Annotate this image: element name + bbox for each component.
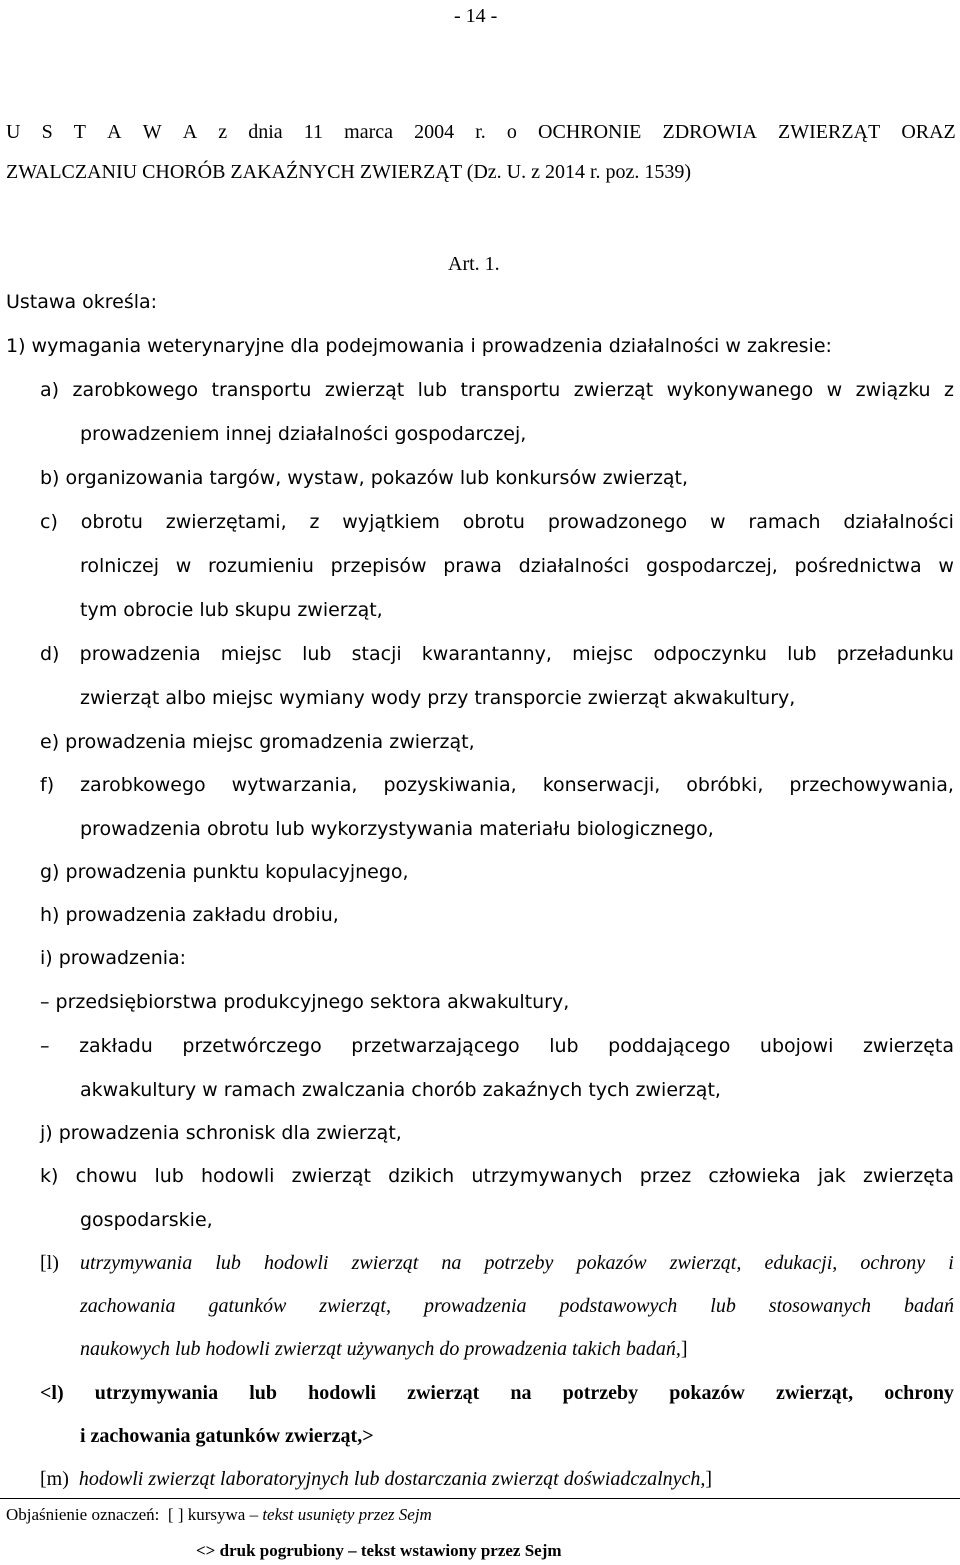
item-f-line-2: prowadzenia obrotu lub wykorzystywania materiału biologicznego, <box>80 818 714 840</box>
word: miejsc <box>220 643 282 665</box>
item-f-line-1 <box>40 773 954 797</box>
word: zakładu <box>79 1035 153 1057</box>
page-number: - 14 - <box>454 5 498 27</box>
word: 2004 <box>414 121 455 143</box>
legend-dash: – <box>249 1505 259 1524</box>
item-k-line-1 <box>40 1164 954 1188</box>
word: dnia <box>248 121 283 143</box>
item-a-line-1 <box>40 378 954 402</box>
word: zwierzęta <box>862 1035 954 1057</box>
item-l-removed-line-3 <box>80 1337 688 1361</box>
intro-text: Ustawa określa: <box>6 291 158 313</box>
word: lub <box>417 379 448 401</box>
legend-line-2: <> druk pogrubiony – tekst wstawiony przez Sejm <box>196 1541 562 1560</box>
word: zwierzętami, <box>165 511 287 533</box>
word: <l) <box>40 1382 64 1404</box>
word: d) <box>40 643 60 665</box>
word: pośrednictwa <box>794 555 922 577</box>
word: 11 <box>303 121 324 143</box>
word: lub <box>787 643 817 665</box>
word: hodowli <box>264 1252 329 1274</box>
word: – <box>40 1035 50 1057</box>
word: poddającego <box>608 1035 731 1057</box>
word: c) <box>40 511 58 533</box>
act-title-line-1 <box>6 120 956 144</box>
word: prowadzenia <box>79 643 201 665</box>
word: w <box>826 379 843 401</box>
article-heading: Art. 1. <box>448 253 500 275</box>
item-l-removed-line-2 <box>80 1294 954 1318</box>
word: w <box>938 555 954 577</box>
word: wykonywanego <box>666 379 814 401</box>
item-m-marker: [m) <box>40 1468 69 1490</box>
word: ORAZ <box>901 121 956 143</box>
word: k) <box>40 1165 59 1187</box>
word: a) <box>40 379 60 401</box>
word: prawa <box>443 555 502 577</box>
word: obróbki, <box>686 774 764 796</box>
word: transportu <box>460 379 561 401</box>
word: stacji <box>351 643 402 665</box>
dash-item-2-line-2: akwakultury w ramach zwalczania chorób zakaźnych tych zwierząt, <box>80 1079 721 1101</box>
word: zwierząt <box>324 379 405 401</box>
word: utrzymywania <box>80 1252 193 1274</box>
word: zwierząt, <box>669 1252 742 1274</box>
item-m-end-bracket: ] <box>705 1468 713 1490</box>
word: U <box>6 121 21 143</box>
word: przez <box>639 1165 692 1187</box>
word: zwierząt <box>291 1165 371 1187</box>
item-g: g) prowadzenia punktu kopulacyjnego, <box>40 861 409 883</box>
item-i: i) prowadzenia: <box>40 947 187 969</box>
dash-item-2-line-1 <box>40 1034 954 1058</box>
word: ramach <box>748 511 821 533</box>
word: utrzymywania <box>94 1382 219 1404</box>
word: odpoczynku <box>653 643 767 665</box>
word: ZWIERZĄT <box>778 121 881 143</box>
word: działalności <box>843 511 954 533</box>
word: człowieka <box>708 1165 801 1187</box>
word: rolniczej <box>80 555 160 577</box>
item-l-added-line-2: i zachowania gatunków zwierząt,> <box>80 1425 374 1447</box>
word: rozumieniu <box>208 555 314 577</box>
word: hodowli <box>308 1382 376 1404</box>
item-d-line-2: zwierząt albo miejsc wymiany wody przy transporcie zwierząt akwakultury, <box>80 687 796 709</box>
legend-removed: tekst usunięty przez Sejm <box>262 1505 432 1524</box>
word: obrotu <box>80 511 143 533</box>
word: potrzeby <box>484 1252 554 1274</box>
word: badań <box>903 1295 954 1317</box>
word: przeładunku <box>836 643 954 665</box>
item-l-removed-marker: [l) <box>40 1252 59 1274</box>
word: kwarantanny, <box>421 643 552 665</box>
legend-brackets: [ ] kursywa <box>167 1505 246 1524</box>
word: na <box>510 1382 532 1404</box>
item-m <box>40 1467 712 1491</box>
word: z <box>218 121 228 143</box>
word: i <box>948 1252 954 1274</box>
word: potrzeby <box>562 1382 639 1404</box>
word: prowadzenia <box>423 1295 527 1317</box>
word: r. <box>475 121 486 143</box>
word: stosowanych <box>768 1295 872 1317</box>
word: zwierząt <box>407 1382 480 1404</box>
word: utrzymywanych <box>471 1165 623 1187</box>
word: w <box>710 511 726 533</box>
item-l-removed-line-1 <box>80 1251 954 1275</box>
word: zwierząt, <box>319 1295 391 1317</box>
item-l-added-line-1 <box>40 1381 954 1405</box>
word: pokazów <box>576 1252 647 1274</box>
item-j: j) prowadzenia schronisk dla zwierząt, <box>40 1122 402 1144</box>
item-k-line-2: gospodarskie, <box>80 1209 213 1231</box>
word: ZDROWIA <box>662 121 757 143</box>
legend-label: Objaśnienie oznaczeń: <box>6 1505 160 1524</box>
item-1: 1) wymagania weterynaryjne dla podejmowania i prowadzenia działalności w zakresie: <box>6 335 832 357</box>
item-m-text: hodowli zwierząt laboratoryjnych lub dostarczania zwierząt doświadczalnych, <box>78 1468 706 1490</box>
word: w <box>175 555 192 577</box>
word: zwierzęta <box>862 1165 954 1187</box>
item-c-line-2 <box>80 554 954 578</box>
word: pozyskiwania, <box>383 774 517 796</box>
item-l-removed-end-bracket: ] <box>680 1338 688 1360</box>
word: transportu <box>211 379 312 401</box>
dash-item-1: – przedsiębiorstwa produkcyjnego sektora akwakultury, <box>40 991 570 1013</box>
word: na <box>441 1252 462 1274</box>
word: edukacji, <box>764 1252 838 1274</box>
legend-line-1 <box>6 1505 432 1525</box>
word: o <box>506 121 517 143</box>
word: przetwórczego <box>182 1035 322 1057</box>
word: zarobkowego <box>80 774 206 796</box>
word: lub <box>249 1382 278 1404</box>
item-e: e) prowadzenia miejsc gromadzenia zwierząt, <box>40 731 475 753</box>
word: ochrony <box>884 1382 954 1404</box>
word: przepisów <box>330 555 427 577</box>
word: S <box>41 121 53 143</box>
word: przechowywania, <box>789 774 954 796</box>
word: lub <box>154 1165 184 1187</box>
word: zwierząt <box>573 379 654 401</box>
word: przetwarzającego <box>351 1035 520 1057</box>
item-h: h) prowadzenia zakładu drobiu, <box>40 904 339 926</box>
word: wytwarzania, <box>231 774 358 796</box>
word: obrotu <box>462 511 525 533</box>
word: lub <box>302 643 332 665</box>
item-d-line-1 <box>40 642 954 666</box>
word: f) <box>40 774 55 796</box>
word: chowu <box>75 1165 138 1187</box>
word: A <box>182 121 198 143</box>
word: działalności <box>518 555 630 577</box>
word: A <box>107 121 122 143</box>
word: marca <box>344 121 394 143</box>
word: zwierząt, <box>776 1382 854 1404</box>
word: T <box>73 121 87 143</box>
word: z <box>309 511 320 533</box>
word: pokazów <box>669 1382 745 1404</box>
word: konserwacji, <box>542 774 661 796</box>
word: lub <box>549 1035 579 1057</box>
item-b: b) organizowania targów, wystaw, pokazów lub konkursów zwierząt, <box>40 467 689 489</box>
word: wyjątkiem <box>342 511 440 533</box>
word: ubojowi <box>759 1035 834 1057</box>
item-c-line-1 <box>40 510 954 534</box>
word: lub <box>710 1295 736 1317</box>
word: z <box>944 379 954 401</box>
word: W <box>142 121 162 143</box>
item-l-removed-line-3-text: naukowych lub hodowli zwierząt używanych do prowadzenia takich badań, <box>80 1338 681 1360</box>
word: miejsc <box>572 643 634 665</box>
word: gatunków <box>208 1295 287 1317</box>
word: gospodarczej, <box>645 555 778 577</box>
word: ochrony <box>860 1252 926 1274</box>
word: zarobkowego <box>72 379 199 401</box>
word: prowadzonego <box>547 511 688 533</box>
item-a-line-2: prowadzeniem innej działalności gospodarczej, <box>80 423 527 445</box>
word: podstawowych <box>559 1295 678 1317</box>
word: związku <box>855 379 931 401</box>
word: dzikich <box>388 1165 455 1187</box>
act-title-line-2: ZWALCZANIU CHORÓB ZAKAŹNYCH ZWIERZĄT (Dz. U. z 2014 r. poz. 1539) <box>6 161 692 183</box>
footer-divider <box>0 1498 960 1499</box>
word: jak <box>817 1165 846 1187</box>
word: zwierząt <box>351 1252 419 1274</box>
word: lub <box>215 1252 241 1274</box>
word: zachowania <box>80 1295 176 1317</box>
word: hodowli <box>200 1165 275 1187</box>
word: OCHRONIE <box>538 121 642 143</box>
item-c-line-3: tym obrocie lub skupu zwierząt, <box>80 599 383 621</box>
